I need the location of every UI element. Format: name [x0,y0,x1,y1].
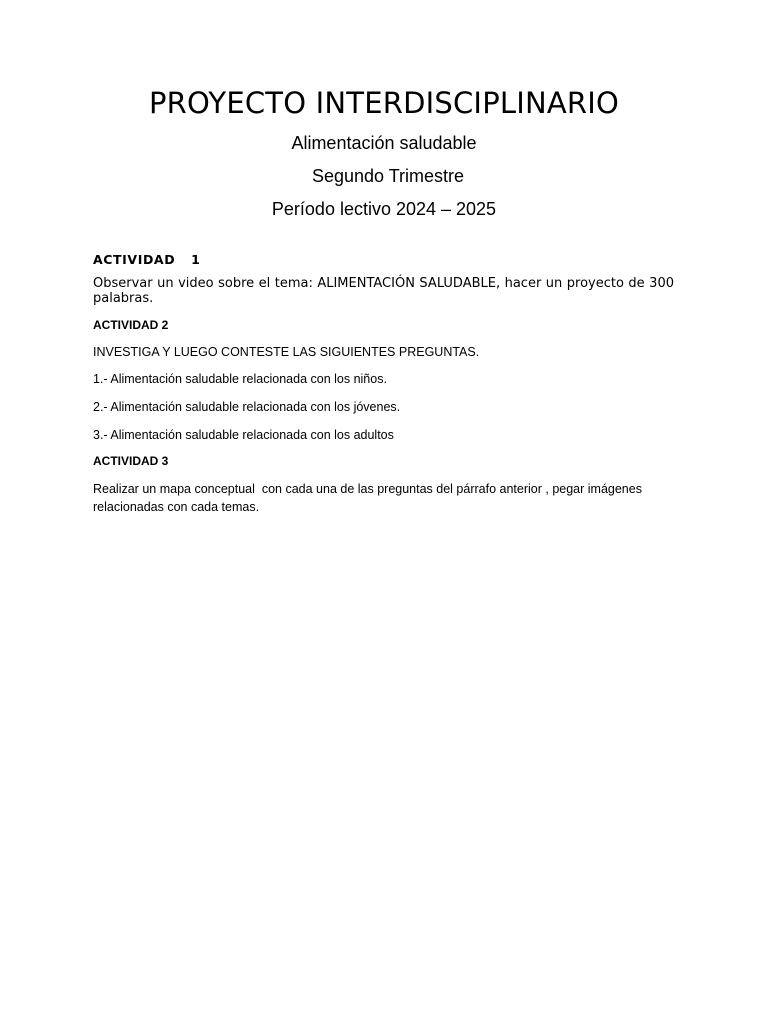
activity-2-heading: ACTIVIDAD 2 [93,318,169,332]
question-item: 2.- Alimentación saludable relacionada con los jóvenes. [93,400,401,414]
activity-1-body: Observar un video sobre el tema: ALIMENTACIÓN SALUDABLE, hacer un proyecto de 300 palabras. [93,276,674,306]
document-subtitle: Alimentación saludable [291,133,477,153]
document-period: Período lectivo 2024 – 2025 [271,199,497,219]
activity-3-heading: ACTIVIDAD 3 [93,454,169,468]
activity-2-intro: INVESTIGA Y LUEGO CONTESTE LAS SIGUIENTES PREGUNTAS. [93,345,480,359]
question-item: 3.- Alimentación saludable relacionada con los adultos [93,428,394,442]
document-title: PROYECTO INTERDISCIPLINARIO [148,86,620,120]
activity-3-body: Realizar un mapa conceptual con cada una de las preguntas del párrafo anterior , pegar imágenes relacionadas con cada temas. [93,482,646,514]
activity-1-heading: ACTIVIDAD 1 [93,252,201,267]
document-term: Segundo Trimestre [311,166,465,186]
question-item: 1.- Alimentación saludable relacionada con los niños. [93,372,387,386]
